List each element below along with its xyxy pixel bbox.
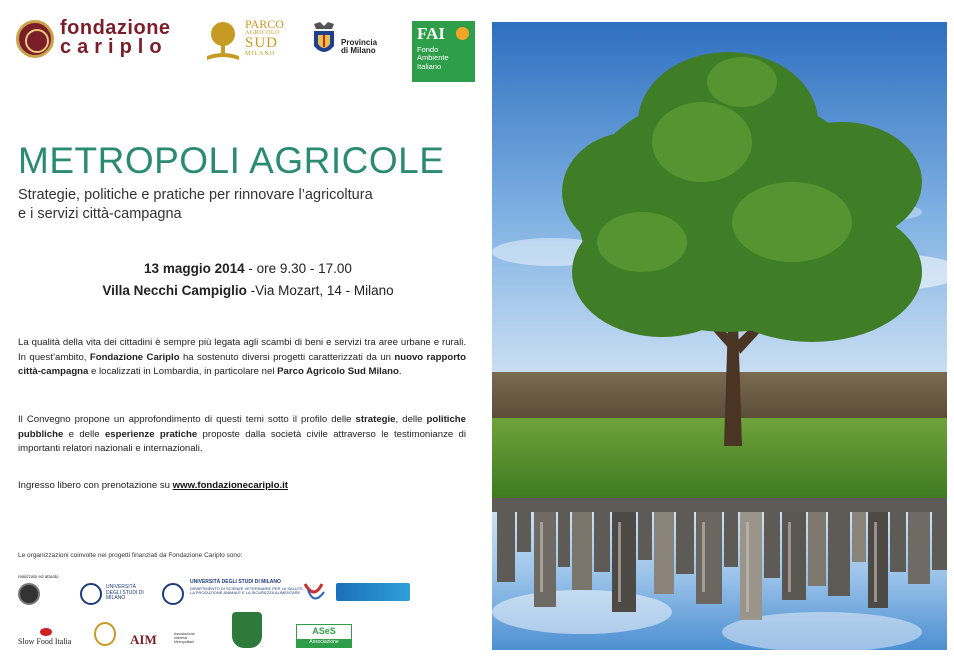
aim-logo: AIM Associazione Interessi Metropolitani (130, 632, 195, 647)
event-venue: Villa Necchi Campiglio -Via Mozart, 14 - Milano (102, 283, 394, 298)
fai-orange-dot-icon (456, 27, 469, 40)
event-subtitle: Strategie, politiche e pratiche per rinnovare l’agricoltura e i servizi città-campagna (18, 187, 373, 222)
blue-partner-banner (336, 583, 410, 601)
unimi-dept-subtitle: DIPARTIMENTO DI SCIENZE VETERINARIE PER LA SALUTE, LA PRODUZIONE ANIMALE E LA SICUREZZA ALIMENTARE (190, 586, 305, 596)
unimi-seal-icon (80, 583, 102, 605)
intro-paragraph: La qualità della vita dei cittadini è sempre più legata agli scambi di beni e servizi tra aree urbane e rurali. In quest’ambito, Fondazione Cariplo ha sostenuto diversi progetti caratterizzati da un nuovo rapporto città-campagna e localizzati in Lombardia, in particolare nel Parco Agricolo Sud Milano. (18, 337, 466, 378)
snail-icon (40, 628, 52, 636)
swirl-logo-icon (302, 580, 326, 608)
slowfood-logo: Slow Food Italia (18, 628, 84, 648)
tree-wheat-icon (205, 20, 241, 62)
fai-logo: FAI Fondo Ambiente Italiano (412, 21, 475, 82)
tree-city-photo (492, 22, 947, 650)
fondazione-word: fondazione (60, 17, 171, 39)
provincia-shield-icon (310, 22, 338, 58)
unimi-dept-seal-icon (162, 583, 184, 605)
cariplo-word: cariplo (60, 36, 168, 58)
ases-logo: ASeS Associazione (296, 624, 352, 648)
partner-seal-icon (18, 583, 40, 605)
gold-seal-icon (94, 622, 116, 646)
registration-link[interactable]: www.fondazionecariplo.it (172, 480, 288, 491)
fondazione-cariplo-seal-icon (16, 20, 54, 58)
organizations-caption: Le organizzazioni coinvolte nei progetti finanziati da Fondazione Cariplo sono: (18, 552, 243, 559)
organizations-mini-label: realizzato ed attuato (18, 574, 59, 579)
event-date: 13 maggio 2014 - ore 9.30 - 17.00 (144, 261, 352, 276)
convegno-paragraph: Il Convegno propone un approfondimento di questi temi sotto il profilo delle strategie, delle politiche pubbliche e delle esperienze pratiche proposte dalla società civile attraverso le testimonianze di importanti relatori nazionali e internazionali. (18, 414, 467, 455)
unimi-dept-title: UNIVERSITÀ DEGLI STUDI DI MILANO (190, 579, 281, 585)
agri-crest-icon (232, 612, 262, 648)
unimi-small-label: UNIVERSITÀ DEGLI STUDI DI MILANO (106, 584, 144, 601)
event-title: METROPOLI AGRICOLE (18, 140, 445, 181)
registration-paragraph: Ingresso libero con prenotazione su www.fondazionecariplo.it (18, 480, 288, 491)
